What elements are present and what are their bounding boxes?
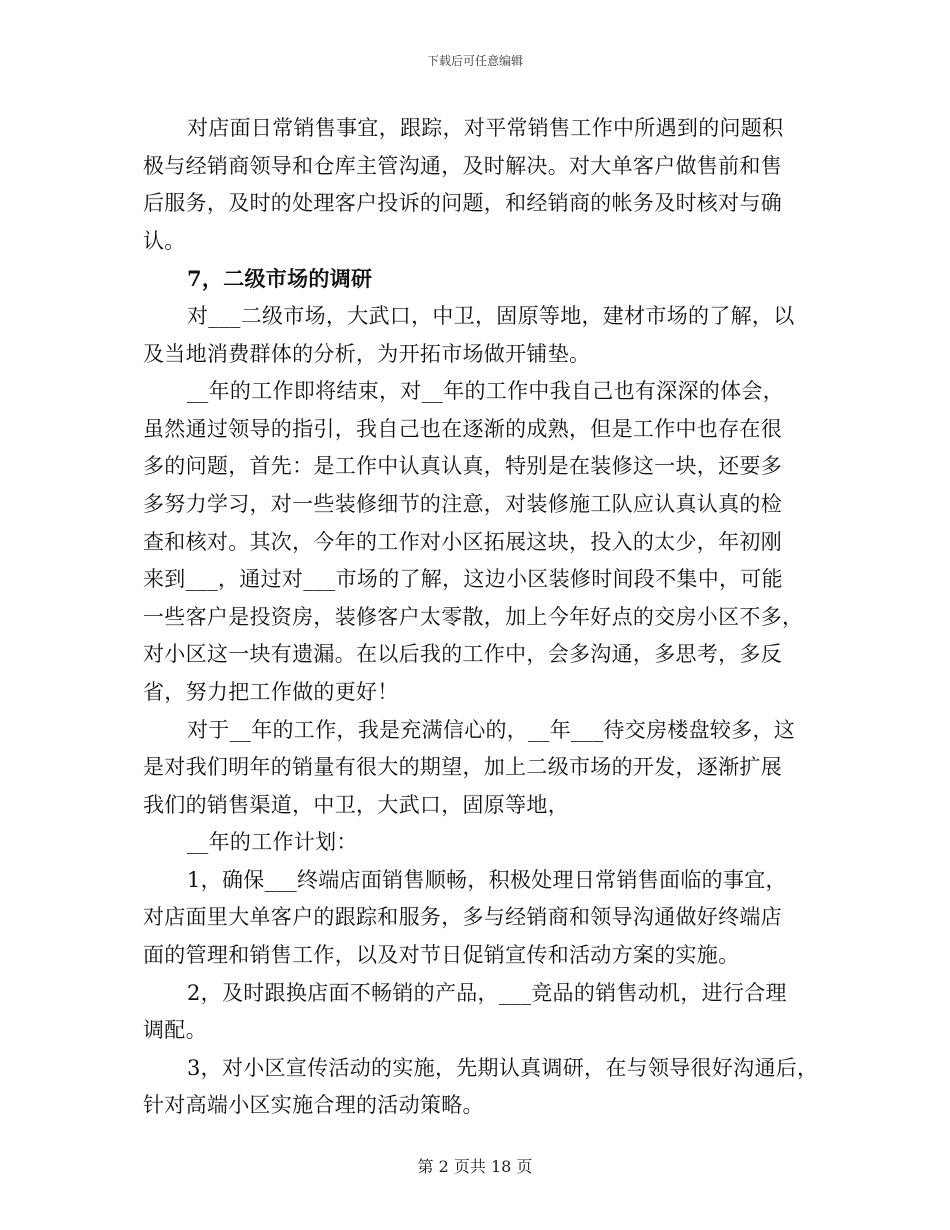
page-header: 下载后可任意编辑 (426, 54, 523, 68)
page-footer: 第 2 页共 18 页 (417, 1157, 533, 1176)
paragraph-line: 后服务，及时的处理客户投诉的问题，和经销商的帐务及时核对与确 (143, 191, 782, 216)
paragraph-line: 对___二级市场，大武口，中卫，固原等地，建材市场的了解，以 (187, 303, 795, 328)
paragraph-line: 认。 (143, 228, 186, 253)
list-item-line: 调配。 (143, 1018, 207, 1043)
paragraph-line: 及当地消费群体的分析，为开拓市场做开铺垫。 (143, 341, 591, 366)
list-item-line: 对店面里大单客户的跟踪和服务，多与经销商和领导沟通做好终端店 (143, 905, 782, 930)
list-item-line: 1，确保___终端店面销售顺畅，积极处理日常销售面临的事宜， (187, 867, 787, 892)
paragraph-line: 是对我们明年的销量有很大的期望，加上二级市场的开发，逐渐扩展 (143, 755, 782, 780)
paragraph-line: 对小区这一块有遗漏。在以后我的工作中，会多沟通，多思考，多反 (143, 642, 782, 667)
paragraph-line: 虽然通过领导的指引，我自己也在逐渐的成熟，但是工作中也存在很 (143, 416, 782, 441)
paragraph-line: 查和核对。其次，今年的工作对小区拓展这块，投入的太少，年初刚 (143, 529, 782, 554)
paragraph-line: 我们的销售渠道，中卫，大武口，固原等地， (143, 792, 569, 817)
paragraph-line: 极与经销商领导和仓库主管沟通，及时解决。对大单客户做售前和售 (143, 153, 782, 178)
list-item-line: 3，对小区宣传活动的实施，先期认真调研，在与领导很好沟通后， (187, 1055, 819, 1080)
paragraph-line: 多的问题，首先：是工作中认真认真，特别是在装修这一块，还要多 (143, 454, 782, 479)
list-item-line: 面的管理和销售工作，以及对节日促销宣传和活动方案的实施。 (143, 943, 740, 968)
paragraph-line: __年的工作计划： (187, 830, 358, 855)
list-item-line: 2，及时跟换店面不畅销的产品，___竞品的销售动机，进行合理 (187, 980, 787, 1005)
list-item-line: 针对高端小区实施合理的活动策略。 (143, 1093, 484, 1118)
section-heading: 7，二级市场的调研 (187, 266, 373, 292)
paragraph-line: 多努力学习，对一些装修细节的注意，对装修施工队应认真认真的检 (143, 491, 782, 516)
paragraph-line: 省，努力把工作做的更好！ (143, 679, 399, 704)
paragraph-line: 一些客户是投资房，装修客户太零散，加上今年好点的交房小区不多， (143, 604, 804, 629)
paragraph-line: 对店面日常销售事宜，跟踪，对平常销售工作中所遇到的问题积 (187, 116, 784, 140)
paragraph-line: __年的工作即将结束，对__年的工作中我自己也有深深的体会， (187, 379, 784, 404)
document-body (143, 110, 823, 1125)
paragraph-line: 来到___，通过对___市场的了解，这边小区装修时间段不集中，可能 (143, 567, 783, 592)
paragraph-line: 对于__年的工作，我是充满信心的，__年___待交房楼盘较多，这 (187, 717, 796, 742)
